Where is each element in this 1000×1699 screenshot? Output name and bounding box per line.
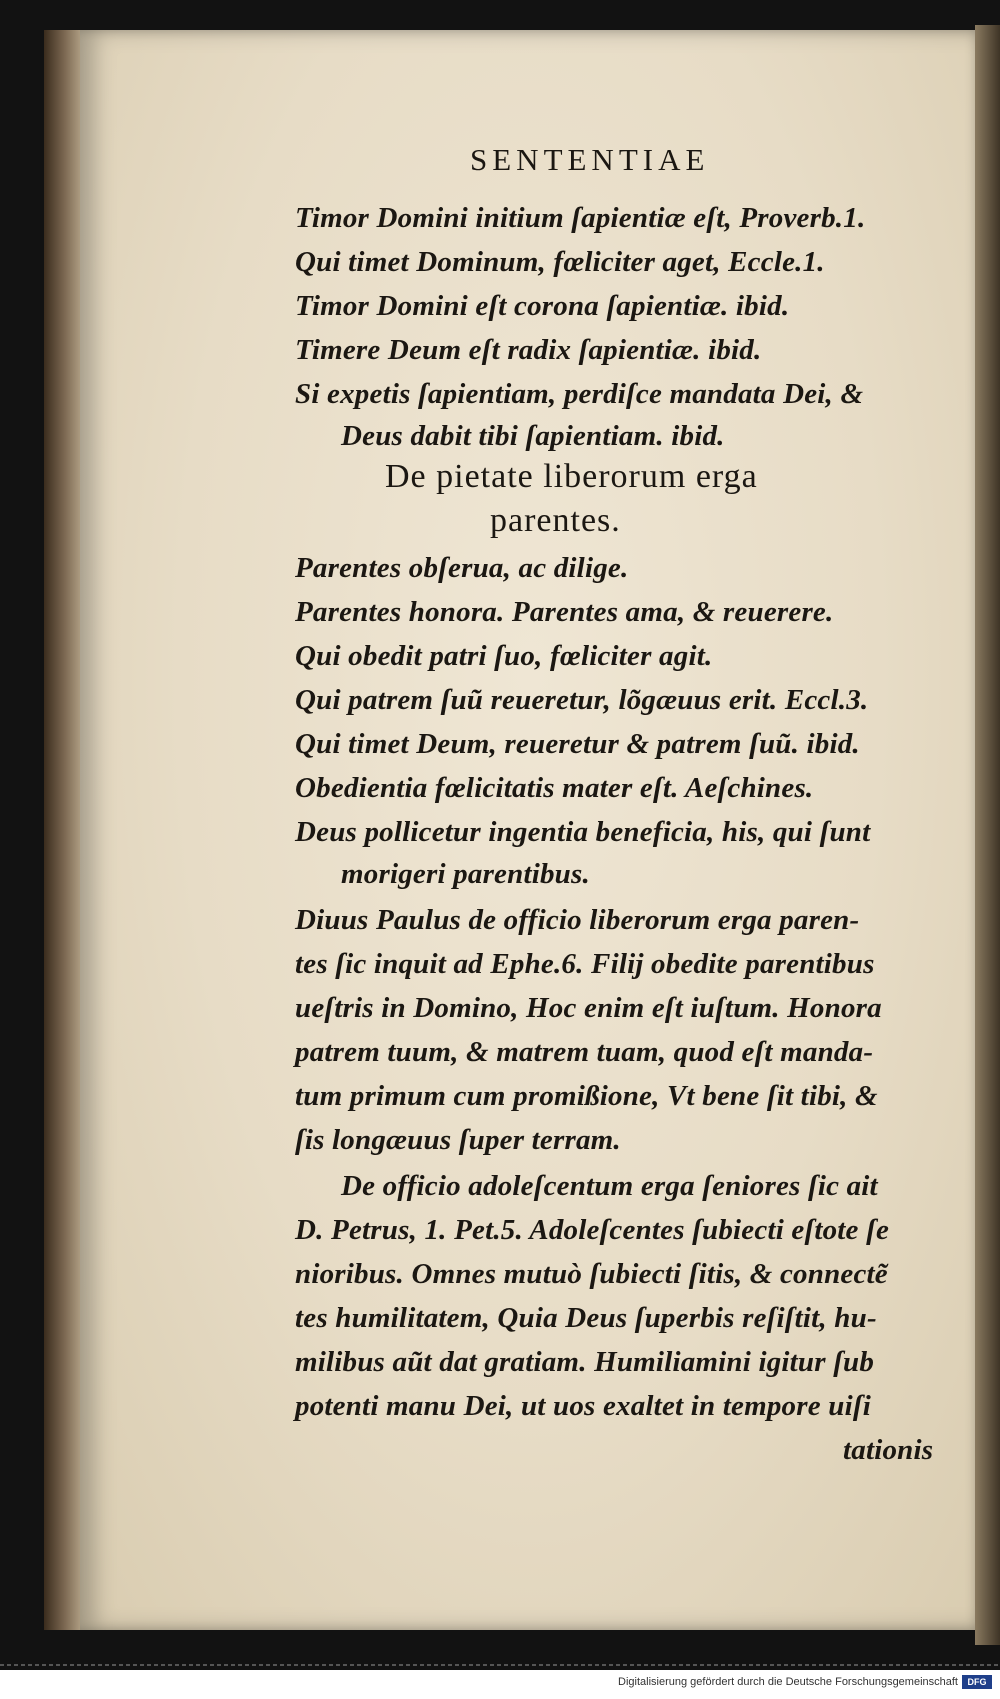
text-line: Diuus Paulus de officio liberorum erga paren- bbox=[295, 904, 860, 936]
section-heading: parentes. bbox=[490, 502, 621, 539]
digitization-credit: Digitalisierung gefördert durch die Deutsche Forschungsgemeinschaft bbox=[618, 1676, 958, 1688]
text-line: milibus aũt dat gratiam. Humiliamini igitur ſub bbox=[295, 1346, 875, 1378]
text-line: nioribus. Omnes mutuò ſubiecti ſitis, & connectẽ bbox=[295, 1258, 888, 1290]
text-line: morigeri parentibus. bbox=[341, 858, 590, 890]
text-line: Qui patrem ſuũ reueretur, lõgæuus erit. Eccl.3. bbox=[295, 684, 869, 716]
text-line: Obedientia fœlicitatis mater eſt. Aeſchines. bbox=[295, 772, 814, 804]
text-line: Deus dabit tibi ſapientiam. ibid. bbox=[341, 420, 725, 452]
scan-border-rule bbox=[0, 1664, 1000, 1666]
book-gutter bbox=[975, 25, 1000, 1645]
dfg-logo: DFG bbox=[962, 1675, 992, 1689]
text-line: Qui timet Dominum, fœliciter aget, Eccle.1. bbox=[295, 246, 825, 278]
text-line: tes ſic inquit ad Ephe.6. Filij obedite parentibus bbox=[295, 948, 875, 980]
section-heading: De pietate liberorum erga bbox=[385, 458, 758, 495]
digitization-footer bbox=[0, 1670, 1000, 1699]
text-line: Timor Domini eſt corona ſapientiæ. ibid. bbox=[295, 290, 790, 322]
text-line: Parentes obſerua, ac dilige. bbox=[295, 552, 629, 584]
text-line: tum primum cum promißione, Vt bene ſit tibi, & bbox=[295, 1080, 878, 1112]
catchword: tationis bbox=[843, 1434, 934, 1466]
text-line: Parentes honora. Parentes ama, & reuerere. bbox=[295, 596, 834, 628]
text-line: Si expetis ſapientiam, perdiſce mandata Dei, & bbox=[295, 378, 864, 410]
text-line: De officio adoleſcentum erga ſeniores ſic ait bbox=[341, 1170, 878, 1202]
text-line: ueſtris in Domino, Hoc enim eſt iuſtum. Honora bbox=[295, 992, 882, 1024]
running-head: SENTENTIAE bbox=[470, 142, 710, 177]
text-line: potenti manu Dei, ut uos exaltet in tempore uiſi bbox=[295, 1390, 871, 1422]
text-line: Deus pollicetur ingentia beneficia, his, qui ſunt bbox=[295, 816, 871, 848]
text-line: Qui obedit patri ſuo, fœliciter agit. bbox=[295, 640, 713, 672]
text-line: Qui timet Deum, reueretur & patrem ſuũ. ibid. bbox=[295, 728, 860, 760]
text-line: ſis longæuus ſuper terram. bbox=[295, 1124, 621, 1156]
text-line: Timor Domini initium ſapientiæ eſt, Proverb.1. bbox=[295, 202, 866, 234]
text-line: patrem tuum, & matrem tuam, quod eſt manda- bbox=[295, 1036, 874, 1068]
text-line: Timere Deum eſt radix ſapientiæ. ibid. bbox=[295, 334, 762, 366]
text-line: D. Petrus, 1. Pet.5. Adoleſcentes ſubiecti eſtote ſe bbox=[295, 1214, 890, 1246]
text-line: tes humilitatem, Quia Deus ſuperbis reſiſtit, hu- bbox=[295, 1302, 877, 1334]
